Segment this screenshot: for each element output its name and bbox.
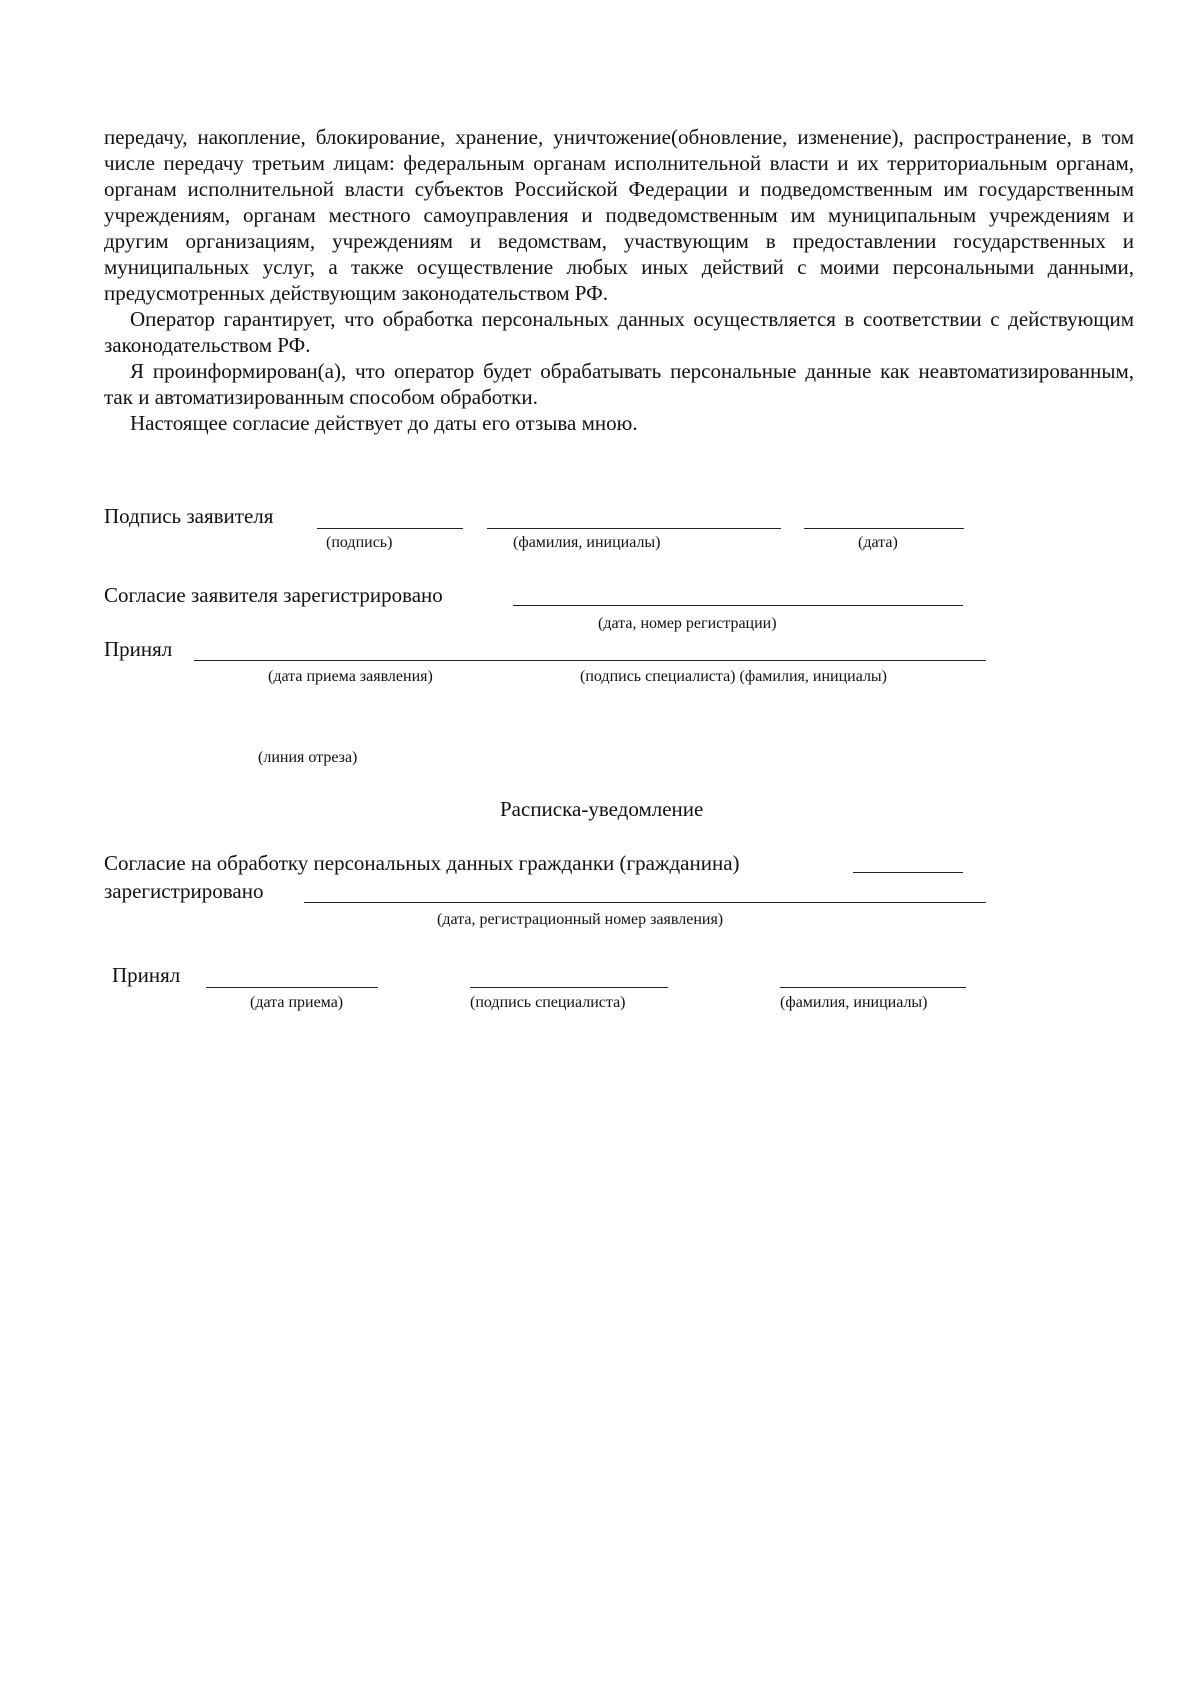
- caption-name: (фамилия, инициалы): [513, 534, 661, 551]
- paragraph-valid: Настоящее согласие действует до даты его отзыва мною.: [130, 411, 638, 435]
- applicant-signature-label: Подпись заявителя: [104, 504, 274, 528]
- receipt-date-line[interactable]: [206, 987, 378, 988]
- citizen-name-line[interactable]: [853, 872, 963, 873]
- caption-date: (дата): [858, 534, 898, 551]
- paragraph-informed: Я проинформирован(а), что оператор будет обрабатывать персональные данные как неавтоматизированным, так и автоматизированным способом обработки.: [104, 359, 1134, 409]
- receipt-title: Расписка-уведомление: [500, 797, 704, 821]
- receipt-caption-signature: (подпись специалиста): [470, 994, 626, 1011]
- caption-signature: (подпись): [326, 534, 393, 551]
- registered-label: Согласие заявителя зарегистрировано: [104, 583, 443, 607]
- cut-line-caption: (линия отреза): [258, 749, 358, 766]
- receipt-registration-caption: (дата, регистрационный номер заявления): [437, 911, 724, 928]
- receipt-consent-text: Согласие на обработку персональных данных гражданки (гражданина): [104, 851, 740, 875]
- receipt-registered-label: зарегистрировано: [104, 879, 264, 903]
- accepted-caption-specialist: (подпись специалиста) (фамилия, инициалы): [580, 668, 887, 685]
- receipt-caption-name: (фамилия, инициалы): [780, 994, 928, 1011]
- receipt-registration-line[interactable]: [304, 902, 986, 903]
- registration-line[interactable]: [513, 605, 963, 606]
- paragraph-top: передачу, накопление, блокирование, хранение, уничтожение(обновление, изменение), распространение, в том числе передачу третьим лицам: федеральным органам исполнительной власти и их территориальным органам, органам исполнительной власти субъектов Российской Федерации и подведомственным им государственным учреждениям, органам местного самоуправления и подведомственным им муниципальным учреждениям и другим организациям, учреждениям и ведомствам, участвующим в предоставлении государственных и муниципальных услуг, а также осуществление любых иных действий с моими персональными данными, предусмотренных действующим законодательством РФ.: [104, 125, 1134, 305]
- accepted-label: Принял: [104, 637, 173, 661]
- registration-caption: (дата, номер регистрации): [598, 615, 777, 632]
- receipt-signature-line[interactable]: [470, 987, 668, 988]
- receipt-accepted-label: Принял: [112, 963, 181, 987]
- accepted-line[interactable]: [194, 660, 986, 661]
- name-line[interactable]: [487, 528, 781, 529]
- signature-line[interactable]: [317, 528, 463, 529]
- date-line[interactable]: [804, 528, 964, 529]
- consent-paragraph-continued: [104, 124, 1134, 436]
- receipt-name-line[interactable]: [780, 987, 966, 988]
- receipt-caption-date: (дата приема): [250, 994, 344, 1011]
- accepted-caption-date: (дата приема заявления): [268, 668, 433, 685]
- paragraph-operator: Оператор гарантирует, что обработка персональных данных осуществляется в соответствии с действующим законодательством РФ.: [104, 307, 1134, 357]
